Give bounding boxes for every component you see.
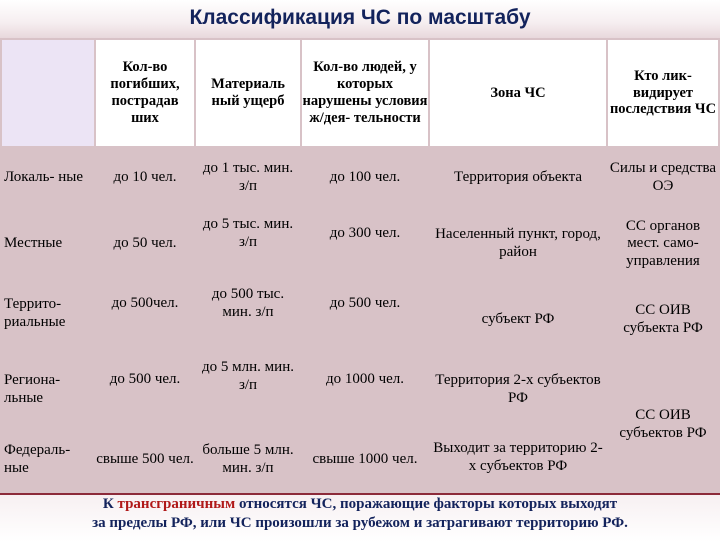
cell-municipal-zone: Населенный пункт, город, район xyxy=(435,226,601,260)
classification-table xyxy=(0,38,720,493)
row-label-federal: Федераль- ные xyxy=(4,442,71,476)
cell-municipal-liquidator: СС органов мест. само- управления xyxy=(625,217,701,269)
header-people: Кол-во людей, у которых нарушены условия ж/дея- тельности xyxy=(302,40,428,146)
cell-municipal-people: до 300 чел. xyxy=(329,225,401,242)
cell-municipal-damage: до 5 тыс. мин. з/п xyxy=(202,216,294,250)
header-damage: Материаль ный ущерб xyxy=(196,40,300,146)
cell-federal-damage: больше 5 млн. мин. з/п xyxy=(202,442,294,476)
cell-territorial-zone: субъект РФ xyxy=(481,311,555,328)
note-term: трансграничным xyxy=(117,496,236,512)
header-casualties: Кол-во погибших, пострадав ших xyxy=(96,40,194,146)
cell-territorial-liquidator: СС ОИВ субъекта РФ xyxy=(623,302,703,336)
cell-local-people: до 100 чел. xyxy=(329,169,401,186)
note-line-1 xyxy=(0,495,720,514)
cell-territorial-people: до 500 чел. xyxy=(329,295,401,312)
note-line-2: за пределы РФ, или ЧС произошли за рубежом и затрагивают территорию РФ. xyxy=(92,514,628,531)
cell-regional-casualties: до 500 чел. xyxy=(109,371,181,388)
cell-local-liquidator: Силы и средства ОЭ xyxy=(609,160,717,194)
cell-local-casualties: до 10 чел. xyxy=(113,169,177,186)
cell-federal-zone: Выходит за территорию 2-х субъектов РФ xyxy=(433,440,603,474)
cell-local-zone: Территория объекта xyxy=(454,169,582,186)
cell-regional-damage: до 5 млн. мин. з/п xyxy=(202,359,294,393)
transboundary-note xyxy=(0,493,720,542)
row-label-local: Локаль- ные xyxy=(4,169,83,186)
cell-federal-casualties: свыше 500 чел. xyxy=(96,451,194,468)
note-line1-rest: относятся ЧС, поражающие факторы которых выходят xyxy=(238,496,618,512)
cell-territorial-casualties: до 500чел. xyxy=(111,295,179,312)
header-zone: Зона ЧС xyxy=(430,40,606,146)
cell-federal-people: свыше 1000 чел. xyxy=(312,451,418,468)
cell-local-damage: до 1 тыс. мин. з/п xyxy=(202,160,294,194)
cell-merged-liquidator: СС ОИВ субъектов РФ xyxy=(619,407,707,441)
header-liquidator: Кто лик- видирует последствия ЧС xyxy=(608,40,718,146)
note-prefix: К xyxy=(102,496,114,512)
cell-regional-zone: Территория 2-х субъектов РФ xyxy=(435,372,601,406)
cell-regional-people: до 1000 чел. xyxy=(325,371,405,388)
row-label-regional: Региона- льные xyxy=(4,372,61,406)
title-band xyxy=(0,0,720,40)
header-corner-cell xyxy=(2,40,94,146)
slide-title: Классификация ЧС по масштабу xyxy=(189,6,531,29)
row-label-municipal: Местные xyxy=(4,235,63,252)
cell-territorial-damage: до 500 тыс. мин. з/п xyxy=(211,286,285,320)
cell-municipal-casualties: до 50 чел. xyxy=(113,235,177,252)
row-label-territorial: Террито- риальные xyxy=(4,296,66,330)
